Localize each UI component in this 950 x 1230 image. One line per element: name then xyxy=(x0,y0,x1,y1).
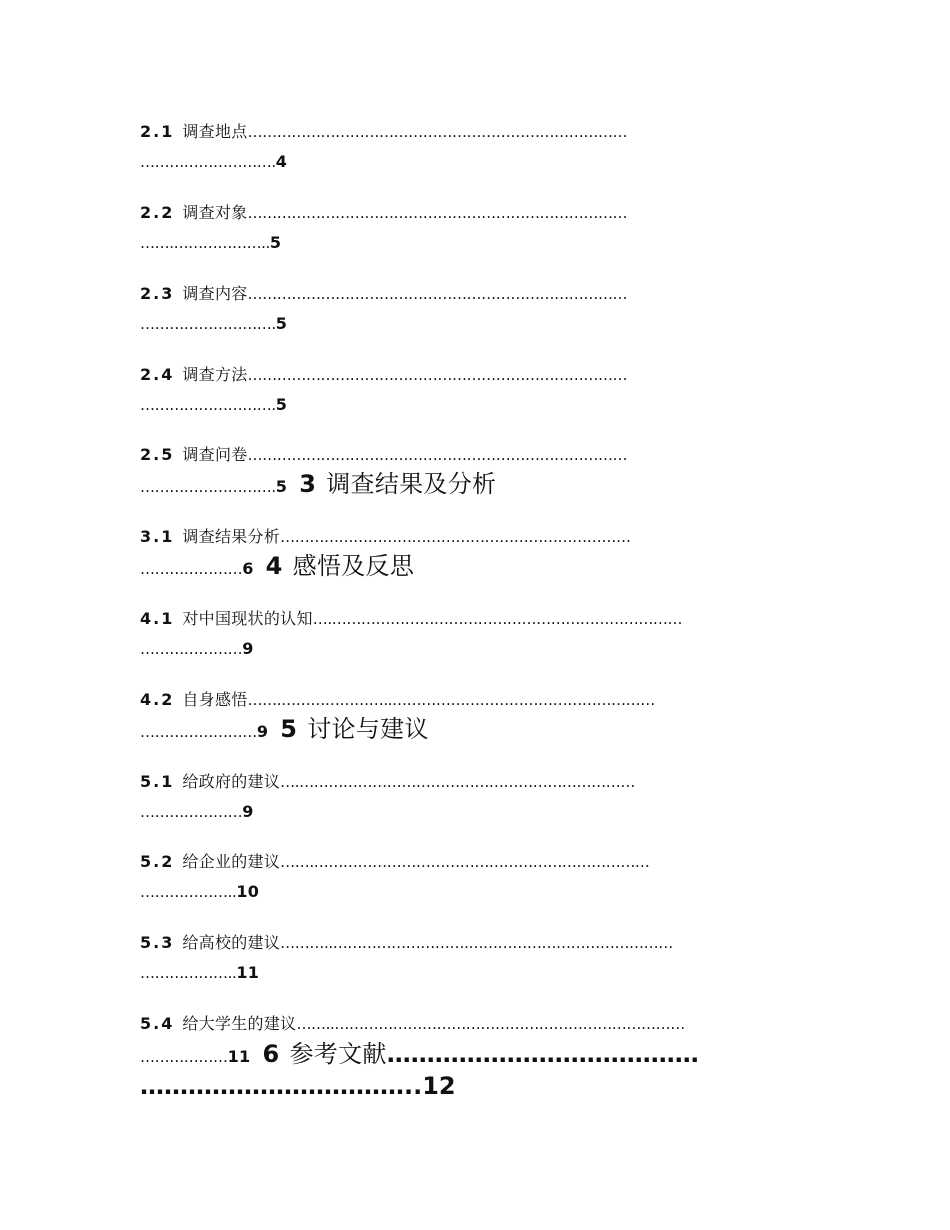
toc-title: 给大学生的建议 xyxy=(182,1014,297,1033)
toc-heading-title: 调查结果及分析 xyxy=(326,470,497,498)
toc-heading-number: 6 xyxy=(262,1040,280,1068)
toc-entry-4-1[interactable] xyxy=(140,609,682,629)
toc-page-number: 5 xyxy=(275,477,288,496)
toc-entry-2-4[interactable] xyxy=(140,365,627,385)
toc-page-number: 6 xyxy=(242,559,254,578)
toc-title: 调查问卷 xyxy=(182,445,248,464)
toc-leader: …….……………….. xyxy=(140,234,270,252)
toc-leader: ………………………. xyxy=(140,478,276,496)
toc-page-number: 12 xyxy=(422,1072,456,1100)
toc-leader: ………………………. xyxy=(140,396,276,414)
toc-page-number: 9 xyxy=(242,802,254,821)
toc-leader: ………………… xyxy=(140,560,243,578)
toc-number: 2.4 xyxy=(140,365,175,384)
toc-heading-3[interactable] xyxy=(299,470,496,498)
toc-heading-number: 3 xyxy=(299,470,317,498)
toc-leader: …………………… xyxy=(140,723,257,741)
toc-entry-5-3-cont xyxy=(140,963,259,983)
toc-entry-2-4-cont xyxy=(140,395,287,415)
toc-entry-5-1-cont xyxy=(140,802,254,822)
toc-leader: ………………………. xyxy=(140,315,276,333)
toc-heading-6[interactable] xyxy=(262,1040,698,1068)
toc-leader: ……………….. xyxy=(140,964,237,982)
toc-title: 调查地点 xyxy=(182,122,248,141)
toc-page-number: 5 xyxy=(275,314,288,333)
toc-entry-4-2-cont xyxy=(140,715,429,743)
toc-heading-title: 感悟及反思 xyxy=(292,552,415,580)
toc-title: 给政府的建议 xyxy=(182,772,281,791)
toc-heading-5[interactable] xyxy=(280,715,429,743)
toc-heading-number: 5 xyxy=(280,715,298,743)
toc-page-number: 10 xyxy=(236,882,260,901)
toc-leader: ………..……………………….…………………………………… xyxy=(280,934,673,952)
toc-leader: ……………… xyxy=(140,1048,228,1066)
toc-entry-2-2[interactable] xyxy=(140,203,627,223)
toc-leader: …………………………….. xyxy=(140,1072,423,1100)
toc-page-number: 9 xyxy=(256,722,269,741)
toc-number: 2.2 xyxy=(140,203,175,222)
toc-leader: …………………………………………………………………… xyxy=(247,204,628,222)
toc-leader: ………………………………… xyxy=(386,1040,699,1068)
toc-entry-5-3[interactable] xyxy=(140,933,673,953)
toc-entry-2-5[interactable] xyxy=(140,445,627,465)
toc-title: 调查对象 xyxy=(182,203,248,222)
toc-number: 5.2 xyxy=(140,852,175,871)
toc-page-number: 4 xyxy=(275,152,288,171)
toc-leader: ………………………. xyxy=(140,153,276,171)
toc-page-number: 9 xyxy=(242,639,254,658)
toc-entry-2-1-cont xyxy=(140,152,287,172)
toc-title: 给高校的建议 xyxy=(182,933,281,952)
toc-entry-2-2-cont xyxy=(140,233,281,253)
toc-title: 调查方法 xyxy=(182,365,248,384)
toc-number: 5.1 xyxy=(140,772,175,791)
toc-heading-4[interactable] xyxy=(266,552,415,580)
toc-title: 自身感悟 xyxy=(182,690,248,709)
toc-number: 2.3 xyxy=(140,284,175,303)
toc-page-number: 5 xyxy=(275,395,288,414)
toc-number: 3.1 xyxy=(140,527,175,546)
toc-page-number: 11 xyxy=(236,963,260,982)
toc-heading-number: 4 xyxy=(265,552,283,580)
toc-number: 2.5 xyxy=(140,445,175,464)
toc-leader: ………………… xyxy=(140,803,243,821)
toc-entry-5-4[interactable] xyxy=(140,1014,685,1034)
toc-leader: ……………………………………………………………… xyxy=(280,528,631,546)
toc-leader: ……………….. xyxy=(140,883,237,901)
toc-leader: …….…………………..……………………………………………… xyxy=(247,691,655,709)
toc-entry-4-2[interactable] xyxy=(140,690,655,710)
toc-entry-2-3[interactable] xyxy=(140,284,627,304)
toc-entry-5-1[interactable] xyxy=(140,772,635,792)
toc-leader: ………………… xyxy=(140,640,243,658)
toc-title: 对中国现状的认知 xyxy=(182,609,313,628)
toc-heading-6-cont xyxy=(140,1072,456,1100)
toc-number: 5.3 xyxy=(140,933,175,952)
toc-entry-5-4-cont xyxy=(140,1040,699,1068)
toc-entry-3-1-cont xyxy=(140,552,414,580)
toc-title: 给企业的建议 xyxy=(182,852,281,871)
toc-entry-5-2-cont xyxy=(140,882,259,902)
toc-number: 5.4 xyxy=(140,1014,175,1033)
toc-title: 调查结果分析 xyxy=(182,527,281,546)
toc-entry-2-3-cont xyxy=(140,314,287,334)
toc-number: 4.2 xyxy=(140,690,175,709)
toc-leader: …………………………………………………………………… xyxy=(247,366,628,384)
toc-heading-title: 讨论与建议 xyxy=(307,715,429,743)
toc-leader: …………………………………………………………………… xyxy=(247,446,628,464)
toc-entry-2-5-cont xyxy=(140,470,496,498)
toc-leader: ……..……………………………………………………………… xyxy=(296,1015,685,1033)
toc-page-number: 11 xyxy=(227,1047,251,1066)
toc-entry-5-2[interactable] xyxy=(140,852,650,872)
toc-number: 2.1 xyxy=(140,122,175,141)
toc-heading-title: 参考文献 xyxy=(289,1040,387,1068)
toc-entry-2-1[interactable] xyxy=(140,122,627,142)
toc-page-number: 5 xyxy=(269,233,282,252)
toc-leader: …………………………………………………………………… xyxy=(247,285,628,303)
toc-title: 调查内容 xyxy=(182,284,248,303)
toc-entry-3-1[interactable] xyxy=(140,527,631,547)
toc-leader: …………………………………………………………………… xyxy=(247,123,628,141)
toc-leader: ….…………………………………………………………… xyxy=(280,773,635,791)
toc-entry-4-1-cont xyxy=(140,639,254,659)
toc-number: 4.1 xyxy=(140,609,175,628)
toc-leader: ….……………………………………………………………… xyxy=(312,610,683,628)
toc-leader: …….…………………………………………………………… xyxy=(280,853,650,871)
